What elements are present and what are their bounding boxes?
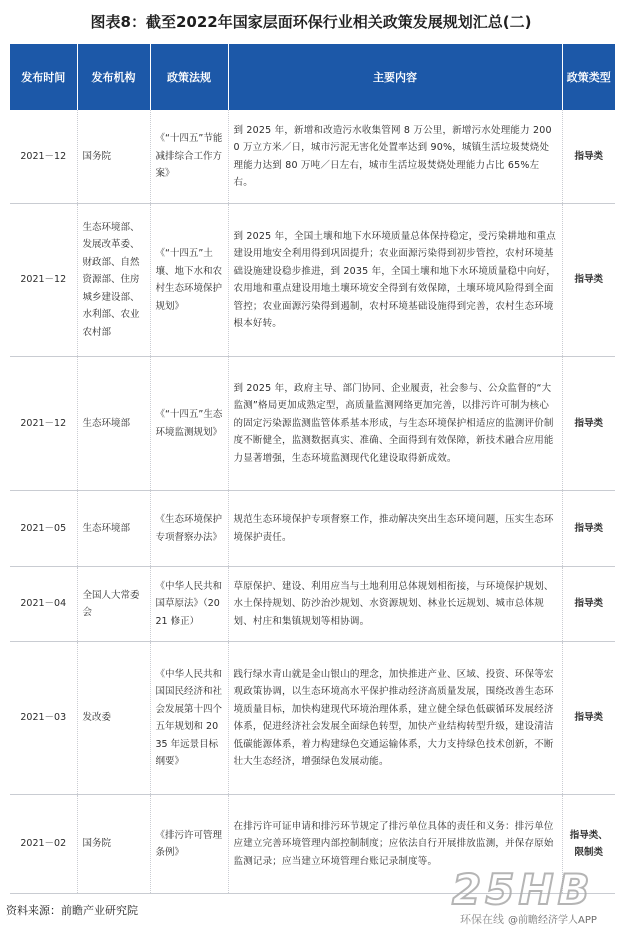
cell-org: 生态环境部 (77, 491, 150, 567)
cell-content: 践行绿水青山就是金山银山的理念，加快推进产业、区域、投资、环保等宏观政策协调，以生态环境高水平保护推动经济高质量发展，围绕改善生态环境质量目标，加快构建现代环境治理体系，建立健全绿色低碳循环发展经济体系，促进经济社会发展全面绿色转型，加快产业结构转型升级，建设清洁低碳能源体系，着力构建绿色交通运输体系，大力支持绿色技术创新，不断壮大生态经济，增强绿色发展动能。 (228, 642, 562, 795)
source-note: 资料来源：前瞻产业研究院 (6, 904, 138, 917)
cell-org: 生态环境部、发展改革委、财政部、自然资源部、住房城乡建设部、水利部、农业农村部 (77, 204, 150, 357)
cell-content: 到 2025 年，政府主导、部门协同、企业履责，社会参与、公众监督的“大监测”格局更加成熟定型，高质量监测网络更加完善，以排污许可制为核心的固定污染源监测监管体系基本形成，与生态环境保护相适应的监测评价制度不断健全，监测数据真实、准确、全面得到有效保障，新技术融合应用能力显著增强，生态环境监测现代化建设取得新成效。 (228, 357, 562, 491)
cell-law: 《“十四五”生态环境监测规划》 (150, 357, 228, 491)
cell-type: 指导类 (562, 110, 615, 204)
cell-law: 《“十四五”节能减排综合工作方案》 (150, 110, 228, 204)
cell-date: 2021－12 (10, 110, 77, 204)
policy-table (10, 44, 615, 894)
cell-org: 全国人大常委会 (77, 567, 150, 642)
table-header-row (10, 44, 615, 110)
cell-org: 发改委 (77, 642, 150, 795)
table-row (10, 491, 615, 567)
cell-type: 指导类 (562, 491, 615, 567)
cell-org: 国务院 (77, 110, 150, 204)
header-org: 发布机构 (77, 44, 150, 110)
cell-law: 《中华人民共和国国民经济和社会发展第十四个五年规划和 2035 年远景目标纲要》 (150, 642, 228, 795)
table-row (10, 357, 615, 491)
cell-type: 指导类 (562, 204, 615, 357)
cell-law: 《排污许可管理条例》 (150, 795, 228, 894)
cell-date: 2021－02 (10, 795, 77, 894)
cell-type: 指导类 (562, 567, 615, 642)
header-date: 发布时间 (10, 44, 77, 110)
cell-org: 国务院 (77, 795, 150, 894)
table-row (10, 567, 615, 642)
header-type: 政策类型 (562, 44, 615, 110)
table-row (10, 204, 615, 357)
cell-type: 指导类 (562, 642, 615, 795)
cell-date: 2021－12 (10, 204, 77, 357)
chart-title: 图表8：截至2022年国家层面环保行业相关政策发展规划汇总(二) (90, 13, 532, 31)
cell-type: 指导类、限制类 (562, 795, 615, 894)
cell-content: 到 2025 年，新增和改造污水收集管网 8 万公里，新增污水处理能力 2000 万立方米／日，城市污泥无害化处置率达到 90%，城镇生活垃圾焚烧处理能力达到 80 万吨／日左右，城市生活垃圾焚烧处理能力占比 65%左右。 (228, 110, 562, 204)
cell-law: 《“十四五”土壤、地下水和农村生态环境保护规划》 (150, 204, 228, 357)
cell-date: 2021－03 (10, 642, 77, 795)
table-row (10, 642, 615, 795)
cell-law: 《中华人民共和国草原法》（2021 修正） (150, 567, 228, 642)
table-row (10, 110, 615, 204)
table-row (10, 795, 615, 894)
cell-law: 《生态环境保护专项督察办法》 (150, 491, 228, 567)
header-content: 主要内容 (228, 44, 562, 110)
cell-org: 生态环境部 (77, 357, 150, 491)
watermark-caption: @前瞻经济学人APP (508, 915, 597, 926)
cell-content: 到 2025 年，全国土壤和地下水环境质量总体保持稳定，受污染耕地和重点建设用地安全利用得到巩固提升；农业面源污染得到初步管控，农村环境基础设施建设稳步推进，到 2035 年，全国土壤和地下水环境质量稳中向好，农用地和重点建设用地土壤环境安全得到有效保障，土壤环境风险得到全面管控；农业面源污染得到遏制，农村环境基础设施得到完善，农村生态环境根本好转。 (228, 204, 562, 357)
watermark-site-label: 环保在线 (460, 913, 504, 926)
cell-content: 草原保护、建设、利用应当与土地利用总体规划相衔接，与环境保护规划、水土保持规划、防沙治沙规划、水资源规划、林业长远规划、城市总体规划、村庄和集镇规划等相协调。 (228, 567, 562, 642)
header-law: 政策法规 (150, 44, 228, 110)
cell-date: 2021－04 (10, 567, 77, 642)
watermark-logo-text: 25HB (452, 865, 594, 914)
cell-content: 规范生态环境保护专项督察工作，推动解决突出生态环境问题，压实生态环境保护责任。 (228, 491, 562, 567)
cell-content: 在排污许可证申请和排污环节规定了排污单位具体的责任和义务：排污单位应建立完善环境管理内部控制制度；应依法自行开展排放监测，并保存原始监测记录；应当建立环境管理台账记录制度等。 (228, 795, 562, 894)
cell-type: 指导类 (562, 357, 615, 491)
cell-date: 2021－12 (10, 357, 77, 491)
cell-date: 2021－05 (10, 491, 77, 567)
